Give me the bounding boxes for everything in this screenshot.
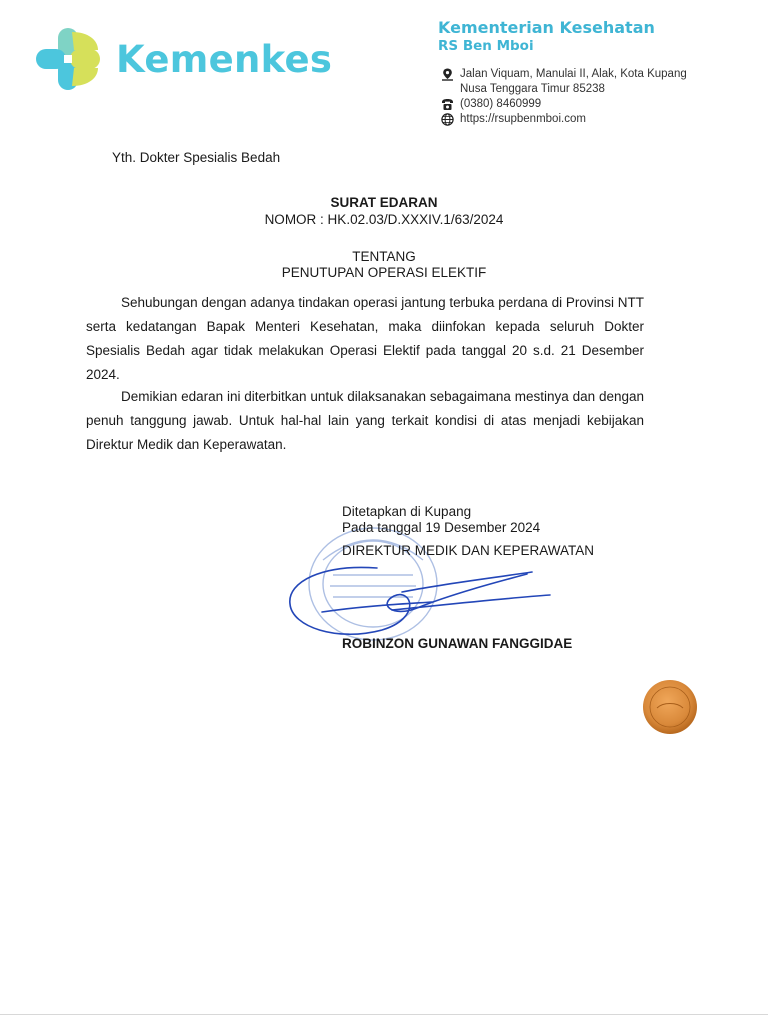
location-icon bbox=[441, 68, 454, 81]
address-line-1: Jalan Viquam, Manulai II, Alak, Kota Kupang bbox=[460, 68, 687, 80]
signature-date: Pada tanggal 19 Desember 2024 bbox=[342, 520, 541, 535]
signature-place: Ditetapkan di Kupang bbox=[342, 504, 472, 519]
recipient: Yth. Dokter Spesialis Bedah bbox=[112, 150, 281, 165]
globe-icon bbox=[441, 113, 454, 126]
paragraph-1: Sehubungan dengan adanya tindakan operasi jantung terbuka perdana di Provinsi NTT serta kedatangan Bapak Menteri Kesehatan, maka diinfokan kepada seluruh Dokter Spesialis Bedah agar tidak melakukan Operasi Elektif pada tanggal 20 s.d. 21 Desember 2024. bbox=[86, 295, 644, 382]
kemenkes-logo-icon bbox=[34, 26, 102, 92]
organization-unit: RS Ben Mboi bbox=[438, 38, 534, 54]
phone-number: (0380) 8460999 bbox=[460, 98, 542, 110]
page-edge-line bbox=[0, 1014, 768, 1015]
signatory-name: ROBINZON GUNAWAN FANGGIDAE bbox=[342, 636, 573, 651]
about-label: TENTANG bbox=[352, 249, 416, 264]
phone-icon bbox=[441, 98, 454, 111]
paragraph-2: Demikian edaran ini diterbitkan untuk dilaksanakan sebagaimana mestinya dan dengan penuh tanggung jawab. Untuk hal-hal lain yang terkait kondisi di atas menjadi kebijakan Direktur Medik dan Keperawatan. bbox=[86, 389, 644, 452]
signatory-position: DIREKTUR MEDIK DAN KEPERAWATAN bbox=[342, 543, 595, 558]
document-number: NOMOR : HK.02.03/D.XXXIV.1/63/2024 bbox=[264, 212, 504, 227]
gold-seal bbox=[641, 678, 699, 736]
website-url[interactable]: https://rsupbenmboi.com bbox=[460, 113, 586, 125]
document-type: SURAT EDARAN bbox=[330, 195, 438, 210]
logo-wordmark: Kemenkes bbox=[116, 38, 333, 81]
subject: PENUTUPAN OPERASI ELEKTIF bbox=[281, 265, 487, 280]
address-line-2: Nusa Tenggara Timur 85238 bbox=[460, 83, 605, 95]
organization-name: Kementerian Kesehatan bbox=[438, 18, 655, 37]
